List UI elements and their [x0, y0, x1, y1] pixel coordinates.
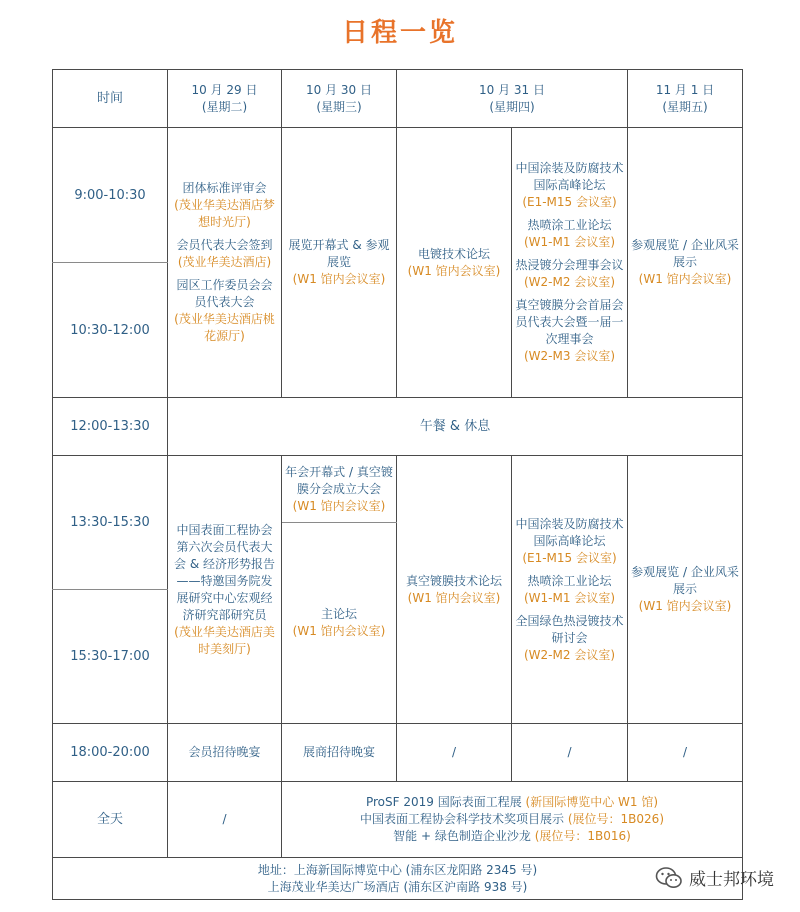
event-venue: (E1-M15 会议室)	[522, 550, 617, 565]
cell-1030-afternoon-bottom	[282, 523, 397, 724]
event-name: 中国表面工程协会第六次会员代表大会 & 经济形势报告——特邀国务院发展研究中心宏观经济研究部研究员	[174, 522, 275, 622]
cell-allday-events	[282, 782, 743, 858]
event-venue: (茂业华美达酒店美时美刻厅)	[174, 624, 275, 656]
event-venue: (W1-M1 会议室)	[524, 235, 615, 249]
event-name: 热喷涂工业论坛	[527, 573, 612, 588]
cell-1030-evening: 展商招待晚宴	[282, 724, 397, 782]
event-name: 热浸镀分会理事会议	[515, 258, 624, 272]
event-venue: (W1 馆内会议室)	[292, 498, 386, 513]
day-weekday: (星期二)	[201, 99, 248, 114]
cell-1031b-evening: /	[512, 724, 628, 782]
event-venue: (展位号：1B016)	[534, 829, 631, 843]
event-name: 参观展览 / 企业风采展示	[631, 238, 739, 269]
event-venue: (W1 馆内会议室)	[292, 272, 386, 286]
event-venue: (茂业华美达酒店)	[177, 255, 272, 269]
event-venue: (W2-M2 会议室)	[524, 647, 615, 662]
event-venue: (W1 馆内会议室)	[638, 599, 732, 613]
schedule-table	[52, 69, 743, 900]
schedule-row-evening	[53, 724, 743, 782]
event-name: 主论坛	[320, 607, 357, 621]
schedule-row-allday	[53, 782, 743, 858]
event-venue: (W2-M2 会议室)	[524, 275, 615, 289]
time-slot: 15:30-17:00	[53, 590, 168, 724]
day-header-1029	[168, 70, 282, 128]
address-row	[53, 858, 743, 900]
event-name: 中国表面工程协会科学技术奖项目展示	[360, 812, 565, 826]
event-name: 园区工作委员会会员代表大会	[176, 278, 273, 309]
time-slot: 9:00-10:30	[53, 128, 168, 263]
event-venue: (E1-M15 会议室)	[522, 195, 617, 209]
cell-1031a-evening: /	[397, 724, 512, 782]
event-name: 真空镀膜分会首届会员代表大会暨一届一次理事会	[515, 298, 624, 346]
event-name: 真空镀膜技术论坛	[405, 573, 502, 588]
event-venue: (新国际博览中心 W1 馆)	[525, 795, 659, 809]
address-line: 上海茂业华美达广场酒店 (浦东区沪南路 938 号)	[267, 879, 528, 894]
cell-1029-afternoon	[168, 456, 282, 724]
event-name: 智能 + 绿色制造企业沙龙	[393, 829, 531, 843]
event-venue: (W1-M1 会议室)	[524, 590, 615, 605]
cell-1029-evening: 会员招待晚宴	[168, 724, 282, 782]
address	[53, 858, 743, 900]
event-name: 团体标准评审会	[182, 181, 267, 195]
time-header: 时间	[53, 70, 168, 128]
event-venue: (展位号：1B026)	[567, 812, 664, 826]
event-venue: (W1 馆内会议室)	[638, 272, 732, 286]
address-line: 地址：上海新国际博览中心 (浦东区龙阳路 2345 号)	[257, 862, 538, 877]
day-header-1031	[397, 70, 628, 128]
wechat-icon	[655, 866, 683, 890]
cell-1029-allday: /	[168, 782, 282, 858]
event-venue: (W1 馆内会议室)	[407, 263, 501, 278]
day-date: 10 月 31 日	[479, 82, 545, 97]
day-weekday: (星期五)	[662, 99, 708, 114]
day-header-1101	[628, 70, 743, 128]
event-venue: (W1 馆内会议室)	[292, 624, 386, 638]
event-name: 中国涂装及防腐技术国际高峰论坛	[515, 161, 624, 192]
cell-1029-morning	[168, 128, 282, 398]
day-date: 10 月 30 日	[306, 82, 372, 97]
day-weekday: (星期三)	[316, 99, 362, 114]
day-weekday: (星期四)	[489, 99, 535, 114]
cell-1031a-afternoon	[397, 456, 512, 724]
cell-1031b-afternoon	[512, 456, 628, 724]
event-name: 热喷涂工业论坛	[527, 218, 612, 232]
event-name: 参观展览 / 企业风采展示	[631, 565, 739, 596]
event-name: ProSF 2019 国际表面工程展	[365, 795, 522, 809]
day-date: 11 月 1 日	[655, 82, 715, 97]
event-name: 全国绿色热浸镀技术研讨会	[515, 613, 624, 645]
time-slot: 18:00-20:00	[53, 724, 168, 782]
watermark-text: 威士邦环境	[689, 870, 774, 890]
schedule-row-lunch	[53, 398, 743, 456]
schedule-row-afternoon-1	[53, 456, 743, 523]
cell-1030-afternoon-top	[282, 456, 397, 523]
time-slot: 13:30-15:30	[53, 456, 168, 590]
time-slot: 全天	[53, 782, 168, 858]
event-name: 电镀技术论坛	[417, 246, 490, 261]
cell-1031a-morning	[397, 128, 512, 398]
event-name: 展览开幕式 & 参观展览	[288, 238, 390, 269]
cell-1101-afternoon	[628, 456, 743, 724]
watermark	[655, 865, 774, 890]
cell-1101-evening: /	[628, 724, 743, 782]
schedule-row-morning-1	[53, 128, 743, 263]
day-date: 10 月 29 日	[191, 82, 258, 97]
page-title: 日程一览	[341, 18, 458, 48]
event-venue: (W1 馆内会议室)	[407, 590, 501, 605]
event-venue: (茂业华美达酒店梦想时光厅)	[174, 198, 275, 229]
lunch-break: 午餐 & 休息	[168, 398, 743, 456]
event-name: 会员代表大会签到	[176, 238, 273, 252]
header-row	[53, 70, 743, 128]
event-venue: (W2-M3 会议室)	[524, 349, 615, 363]
cell-1030-morning	[282, 128, 397, 398]
day-header-1030	[282, 70, 397, 128]
cell-1101-morning	[628, 128, 743, 398]
event-venue: (茂业华美达酒店桃花源厅)	[174, 312, 275, 343]
event-name: 中国涂装及防腐技术国际高峰论坛	[515, 516, 624, 548]
time-slot: 12:00-13:30	[53, 398, 168, 456]
time-slot: 10:30-12:00	[53, 263, 168, 398]
cell-1031b-morning	[512, 128, 628, 398]
event-name: 年会开幕式 / 真空镀膜分会成立大会	[285, 464, 393, 496]
